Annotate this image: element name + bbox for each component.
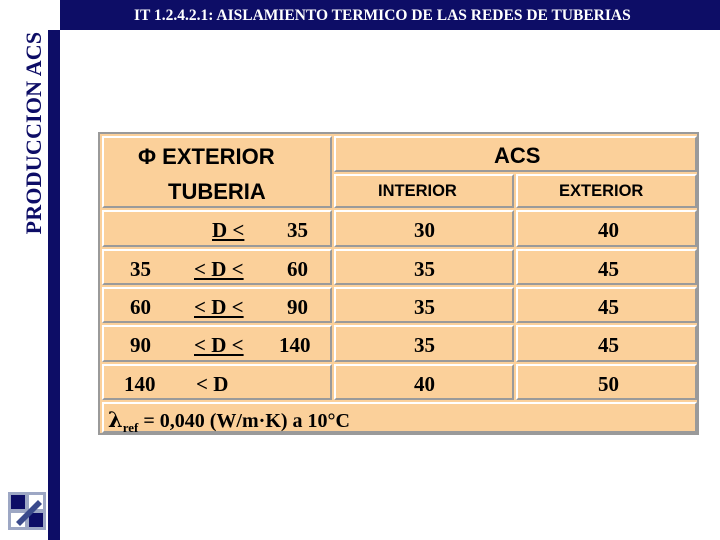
footnote-formula [108,407,350,436]
row-interior-value: 35 [414,295,435,319]
lambda-symbol: λ [108,407,123,432]
row-interior-value: 35 [414,333,435,357]
row-interior-cell [334,364,514,400]
grid-logo-icon [8,492,46,530]
reference-footnote [102,402,697,433]
page-title: IT 1.2.4.2.1: AISLAMIENTO TERMICO DE LAS REDES DE TUBERIAS [134,7,631,24]
footnote-text: = 0,040 (W/m·K) a 10°C [138,410,350,432]
row-exterior-cell [516,287,697,323]
row-exterior-value: 45 [598,257,619,281]
sidebar-band [48,30,60,540]
header-pipe-label: TUBERIA [168,179,266,204]
row-exterior-cell [516,325,697,362]
row-interior-value: 40 [414,372,435,396]
header-diameter-cell [102,136,332,208]
row-interior-value: 35 [414,257,435,281]
row-interior-cell [334,325,514,362]
row-from: 60 [130,295,151,319]
row-to: 140 [279,333,311,357]
row-exterior-value: 50 [598,372,619,396]
row-from: 35 [130,257,151,281]
row-from: 140 [124,372,156,396]
row-op: < D < [194,333,244,357]
footnote-subscript: ref [122,420,139,435]
table-row [102,364,332,400]
header-interior-label: INTERIOR [378,182,457,200]
header-exterior-cell [516,174,697,208]
row-interior-cell [334,287,514,323]
row-interior-cell [334,249,514,285]
row-op: < D < [194,257,244,281]
row-exterior-cell [516,210,697,247]
header-acs-cell [334,136,697,172]
row-to: 35 [287,218,308,242]
row-exterior-value: 40 [598,218,619,242]
row-exterior-value: 45 [598,333,619,357]
header-exterior-label: EXTERIOR [559,182,644,200]
row-op: D < [212,218,245,242]
table-row [102,287,332,323]
table-row [102,210,332,247]
row-to: 90 [287,295,308,319]
row-exterior-value: 45 [598,295,619,319]
table-row [102,325,332,362]
insulation-table [98,132,699,435]
row-from: 90 [130,333,151,357]
row-exterior-cell [516,364,697,400]
row-interior-cell [334,210,514,247]
section-title: PRODUCCION ACS [21,31,46,235]
row-interior-value: 30 [414,218,435,242]
header-acs-label: ACS [494,143,541,168]
row-to: 60 [287,257,308,281]
header-interior-cell [334,174,514,208]
row-exterior-cell [516,249,697,285]
row-op: < D [196,372,229,396]
table-row [102,249,332,285]
header-diameter-label: Φ EXTERIOR [138,144,275,169]
row-op: < D < [194,295,244,319]
